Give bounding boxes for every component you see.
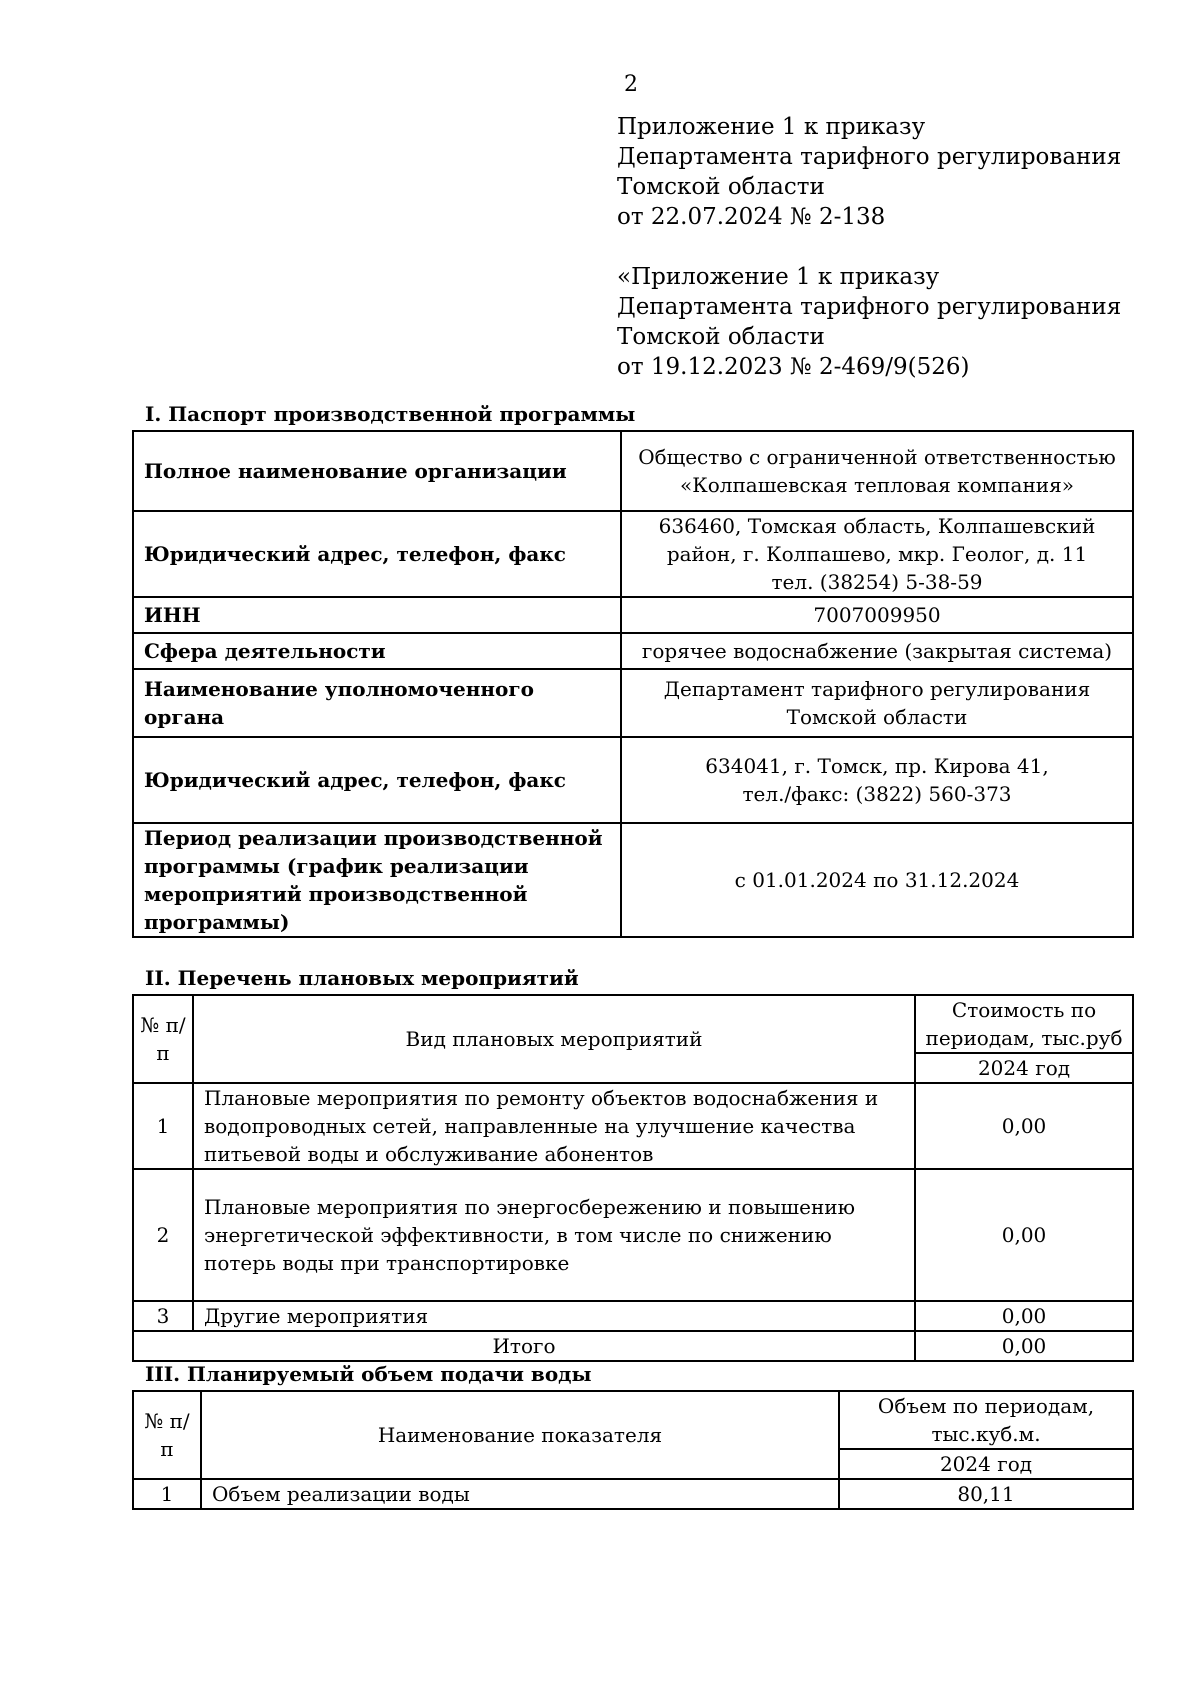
appendix-line: от 22.07.2024 № 2-138 (617, 204, 886, 230)
row-num: 2 (133, 1169, 193, 1301)
value-line: 634041, г. Томск, пр. Кирова 41, (705, 754, 1049, 778)
passport-label: Полное наименование организации (133, 431, 621, 511)
value-line: 7007009950 (813, 603, 941, 627)
row-value: 0,00 (915, 1301, 1133, 1331)
passport-label: Юридический адрес, телефон, факс (133, 737, 621, 823)
row-name: Объем реализации воды (201, 1479, 839, 1509)
row-value: 0,00 (915, 1083, 1133, 1169)
passport-row (133, 669, 1133, 737)
passport-value (621, 669, 1133, 737)
appendix-line: Департамента тарифного регулирования (617, 294, 1122, 320)
passport-value (621, 511, 1133, 597)
appendix-current (617, 112, 1121, 232)
appendix-line: Приложение 1 к приказу (617, 114, 926, 140)
passport-table (132, 430, 1134, 938)
section3-title: III. Планируемый объем подачи воды (145, 1362, 592, 1386)
appendix-original (617, 262, 1121, 382)
header-cost: Стоимость по периодам, тыс.руб (915, 995, 1133, 1053)
appendix-line: Томской области (617, 174, 825, 200)
row-name: Плановые мероприятия по ремонту объектов водоснабжения и водопроводных сетей, направленные на улучшение качества питьевой воды и обслуживание абонентов (193, 1083, 915, 1169)
appendix-line: «Приложение 1 к приказу (617, 264, 940, 290)
passport-row (133, 511, 1133, 597)
total-row (133, 1331, 1133, 1361)
total-label: Итого (133, 1331, 915, 1361)
section2-title: II. Перечень плановых мероприятий (145, 966, 579, 990)
volume-table (132, 1390, 1134, 1510)
total-value: 0,00 (915, 1331, 1133, 1361)
table-row (133, 1301, 1133, 1331)
table-row (133, 1479, 1133, 1509)
table-header-row (133, 995, 1133, 1053)
passport-row (133, 823, 1133, 937)
row-name: Плановые мероприятия по энергосбережению и повышению энергетической эффективности, в том числе по снижению потерь воды при транспортировке (193, 1169, 915, 1301)
appendix-line: Томской области (617, 324, 825, 350)
table-header-row (133, 1391, 1133, 1449)
value-line: горячее водоснабжение (закрытая система) (641, 639, 1113, 663)
passport-label: ИНН (133, 597, 621, 633)
appendix-line: Департамента тарифного регулирования (617, 144, 1122, 170)
passport-value (621, 823, 1133, 937)
row-value: 0,00 (915, 1169, 1133, 1301)
value-line: с 01.01.2024 по 31.12.2024 (734, 868, 1020, 892)
passport-row (133, 431, 1133, 511)
section1-title: I. Паспорт производственной программы (145, 402, 636, 426)
header-year: 2024 год (915, 1053, 1133, 1083)
page-number: 2 (624, 72, 638, 97)
value-line: тел./факс: (3822) 560-373 (742, 782, 1012, 806)
value-line: Общество с ограниченной ответственностью (638, 445, 1116, 469)
header-name: Вид плановых мероприятий (193, 995, 915, 1083)
value-line: «Колпашевская тепловая компания» (679, 473, 1074, 497)
measures-table (132, 994, 1134, 1362)
appendix-line: от 19.12.2023 № 2-469/9(526) (617, 354, 970, 380)
header-num: № п/п (133, 1391, 201, 1479)
header-volume: Объем по периодам, тыс.куб.м. (839, 1391, 1133, 1449)
passport-row (133, 633, 1133, 669)
passport-label: Наименование уполномоченного органа (133, 669, 621, 737)
passport-row (133, 737, 1133, 823)
row-name: Другие мероприятия (193, 1301, 915, 1331)
row-value: 80,11 (839, 1479, 1133, 1509)
row-num: 3 (133, 1301, 193, 1331)
passport-row (133, 597, 1133, 633)
passport-label: Сфера деятельности (133, 633, 621, 669)
value-line: 636460, Томская область, Колпашевский (658, 514, 1096, 538)
table-row (133, 1083, 1133, 1169)
passport-value (621, 431, 1133, 511)
value-line: Томской области (786, 705, 968, 729)
passport-value (621, 633, 1133, 669)
passport-value (621, 597, 1133, 633)
value-line: район, г. Колпашево, мкр. Геолог, д. 11 (666, 542, 1088, 566)
passport-label: Период реализации производственной программы (график реализации мероприятий производственной программы) (133, 823, 621, 937)
header-num: № п/п (133, 995, 193, 1083)
value-line: тел. (38254) 5-38-59 (771, 570, 983, 594)
header-name: Наименование показателя (201, 1391, 839, 1479)
value-line: Департамент тарифного регулирования (663, 677, 1091, 701)
passport-value (621, 737, 1133, 823)
table-row (133, 1169, 1133, 1301)
row-num: 1 (133, 1479, 201, 1509)
row-num: 1 (133, 1083, 193, 1169)
header-year: 2024 год (839, 1449, 1133, 1479)
passport-label: Юридический адрес, телефон, факс (133, 511, 621, 597)
